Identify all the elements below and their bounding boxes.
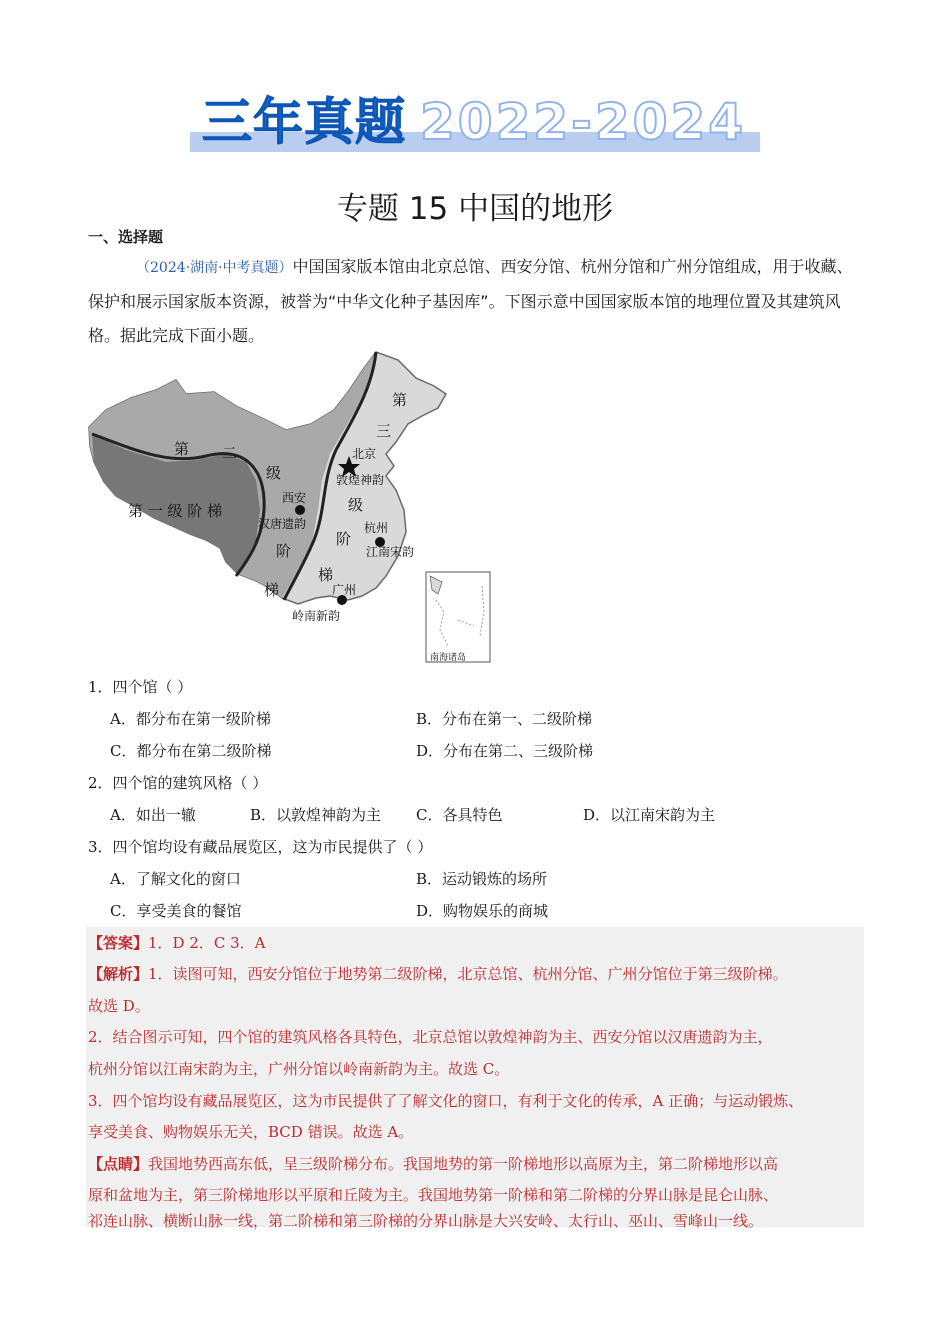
map-label-step2-a: 第 [174,440,190,458]
map-label-inset: 南海诸岛 [430,653,467,663]
q2-option-c: C．各具特色 [416,806,503,824]
analysis-3-line-1: 3．四个馆均设有藏品展览区，这为市民提供了了解文化的窗口，有利于文化的传承，A 正确；与运动锻炼、 [88,1092,804,1110]
tip-line-2: 原和盆地为主，第三阶梯地形以平原和丘陵为主。我国地势第一阶梯和第二阶梯的分界山脉是昆仑山脉、 [88,1186,779,1204]
map-label-step1: 第 一 级 阶 梯 [128,502,223,520]
page-title: 专题 15 中国的地形 [336,191,614,227]
answer-key-line [88,932,266,953]
tip-line-3: 祁连山脉、横断山脉一线，第二阶梯和第三阶梯的分界山脉是大兴安岭、太行山、巫山、雪峰山一线。 [88,1212,764,1230]
tip-line-1 [88,1153,778,1174]
q3-option-d: D．购物娱乐的商城 [416,902,549,920]
map-label-step3-a: 第 [392,391,408,409]
map-label-step3-e: 梯 [318,566,334,584]
analysis-2-line-1: 2．结合图示可知，四个馆的建筑风格各具特色，北京总馆以敦煌神韵为主、西安分馆以汉唐遗韵为主， [88,1028,773,1046]
map-label-guangzhou: 广州 [332,583,357,597]
map-label-beijing: 北京 [352,447,377,461]
china-terrain-map [86,350,506,665]
question-2-stem: 2．四个馆的建筑风格（ ） [88,774,268,792]
banner-text [202,92,746,152]
q1-option-a: A．都分布在第一级阶梯 [110,710,271,728]
map-label-step2-d: 阶 [276,542,292,560]
map-label-step3-d: 阶 [336,530,352,548]
q1-option-c: C．都分布在第二级阶梯 [110,742,272,760]
question-1-stem: 1．四个馆（ ） [88,678,193,696]
intro-paragraph [88,250,868,353]
map-label-step2-c: 级 [266,464,282,482]
question-3-stem: 3．四个馆均设有藏品展览区，这为市民提供了（ ） [88,838,433,856]
analysis-label: 【解析】 [88,965,149,983]
q1-option-b: B．分布在第一、二级阶梯 [416,710,593,728]
header-banner [190,92,760,154]
q2-option-a: A．如出一辙 [110,806,196,824]
map-label-step2-e: 梯 [264,581,280,599]
banner-cn: 三年真题 [202,93,406,151]
banner-years: 2022-2024 [420,93,747,151]
q1-option-d: D．分布在第二、三级阶梯 [416,742,594,760]
analysis-1-line-1: 1．读图可知，西安分馆位于地势第二级阶梯，北京总馆、杭州分馆、广州分馆位于第三级阶梯。 [148,965,788,983]
intro-text: 中国国家版本馆由北京总馆、西安分馆、杭州分馆和广州分馆组成，用于收藏、保护和展示国家版本资源，被誉为“中华文化种子基因库”。下图示意中国国家版本馆的地理位置及其建筑风格。据此完成下面小题。 [88,257,853,345]
question-source: （2024·湖南·中考真题） [136,260,293,276]
q3-option-b: B．运动锻炼的场所 [416,870,548,888]
map-label-step3-b: 三 [376,422,392,440]
analysis-line-1 [88,963,788,984]
analysis-3-line-2: 享受美食、购物娱乐无关，BCD 错误。故选 A。 [88,1123,414,1141]
map-label-xian: 西安 [282,491,307,505]
q2-option-b: B．以敦煌神韵为主 [250,806,382,824]
q3-option-a: A．了解文化的窗口 [110,870,241,888]
q3-option-c: C．享受美食的餐馆 [110,902,242,920]
analysis-1-line-2: 故选 D。 [88,997,150,1015]
map-label-hangzhou-style: 江南宋韵 [366,545,415,559]
tip-label: 【点睛】 [88,1155,149,1173]
map-label-step3-c: 级 [348,496,364,514]
section-heading: 一、选择题 [88,228,164,246]
xian-dot-icon [295,505,305,515]
answer-key-label: 【答案】 [88,934,149,952]
answer-key: 1．D 2．C 3．A [148,934,266,952]
analysis-2-line-2: 杭州分馆以江南宋韵为主，广州分馆以岭南新韵为主。故选 C。 [88,1060,510,1078]
map-label-beijing-style: 敦煌神韵 [336,473,385,487]
q2-option-d: D．以江南宋韵为主 [583,806,716,824]
map-label-step2-b: 二 [222,444,238,462]
map-label-xian-style: 汉唐遗韵 [258,517,307,531]
tip-text-1: 我国地势西高东低，呈三级阶梯分布。我国地势的第一阶梯地形以高原为主，第二阶梯地形以高 [148,1155,779,1173]
map-label-guangzhou-style: 岭南新韵 [292,609,341,623]
map-label-hangzhou: 杭州 [364,521,389,535]
